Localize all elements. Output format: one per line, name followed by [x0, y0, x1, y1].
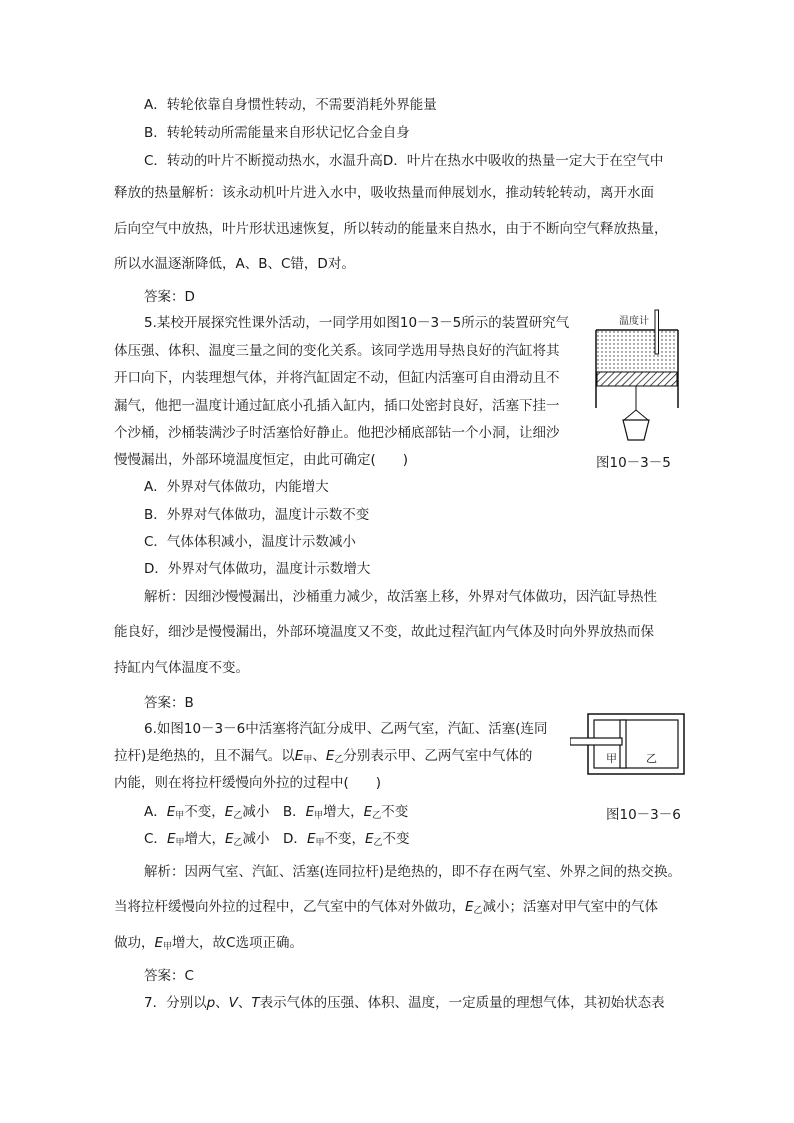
q5-option-d: D．外界对气体做功，温度计示数增大 — [144, 561, 371, 577]
q4-explanation-line3: 所以水温逐渐降低，A、B、C错，D对。 — [114, 256, 355, 272]
q6-stem-line2: 拉杆)是绝热的，且不漏气。以$E_甲$、$E_乙$分别表示甲、乙两气室中气体的 — [114, 748, 533, 765]
q5-explanation-line3: 持缸内气体温度不变。 — [114, 660, 249, 676]
q5-stem-line5: 个沙桶，沙桶装满沙子时活塞恰好静止。他把沙桶底部钻一个小洞，让细沙 — [114, 425, 560, 441]
q4-option-a: A．转轮依靠自身惯性转动，不需要消耗外界能量 — [144, 97, 437, 113]
q6-option-ab: A．$E_甲$不变，$E_乙$减小 B．$E_甲$增大，$E_乙$不变 — [144, 804, 409, 821]
q5-option-c: C．气体体积减小，温度计示数减小 — [144, 534, 356, 550]
figure-label-jia: 甲 — [606, 752, 617, 765]
piston-cylinder-figure — [570, 712, 685, 776]
q5-stem-line3: 开口向下，内装理想气体，并将汽缸固定不动，但缸内活塞可自由滑动且不 — [114, 370, 560, 386]
q4-explanation-line1: 释放的热量解析：该永动机叶片进入水中，吸收热量而伸展划水，推动转轮转动，离开水面 — [114, 185, 654, 201]
q4-option-b: B．转轮转动所需能量来自形状记忆合金自身 — [144, 125, 410, 141]
q5-option-b: B．外界对气体做功，温度计示数不变 — [144, 507, 370, 523]
q5-explanation-line2: 能良好，细沙是慢慢漏出，外部环境温度又不变，故此过程汽缸内气体及时向外界放热而保 — [114, 624, 654, 640]
q5-explanation-line1: 解析：因细沙慢慢漏出，沙桶重力减少，故活塞上移，外界对气体做功，因汽缸导热性 — [144, 589, 657, 605]
q4-explanation-line2: 后向空气中放热，叶片形状迅速恢复，所以转动的能量来自热水，由于不断向空气释放热量， — [114, 221, 668, 237]
q6-explanation-line1: 解析：因两气室、汽缸、活塞(连同拉杆)是绝热的，即不存在两气室、外界之间的热交换。 — [144, 864, 682, 880]
q5-stem-line2: 体压强、体积、温度三量之间的变化关系。该同学选用导热良好的汽缸将其 — [114, 343, 560, 359]
q6-explanation-line3: 做功，$E_甲$增大，故C选项正确。 — [114, 935, 303, 952]
q4-answer: 答案：D — [144, 289, 195, 305]
q6-stem-line3: 内能，则在将拉杆缓慢向外拉的过程中( ) — [114, 775, 382, 791]
q6-stem-line1: 6.如图10－3－6中活塞将汽缸分成甲、乙两气室，汽缸、活塞(连同 — [144, 721, 548, 737]
cylinder-thermometer-figure — [588, 306, 684, 446]
q5-stem-line4: 漏气，他把一温度计通过缸底小孔插入缸内，插口处密封良好，活塞下挂一 — [114, 398, 560, 414]
q4-option-cd: C．转动的叶片不断搅动热水，水温升高D．叶片在热水中吸收的热量一定大于在空气中 — [144, 153, 664, 169]
q7-stem-line1: 7．分别以p、V、T表示气体的压强、体积、温度，一定质量的理想气体，其初始状态表 — [144, 995, 665, 1011]
q5-option-a: A．外界对气体做功，内能增大 — [144, 479, 329, 495]
q5-stem-line1: 5.某校开展探究性课外活动，一同学用如图10－3－5所示的装置研究气 — [144, 315, 570, 331]
q6-option-cd: C．$E_甲$增大，$E_乙$减小 D．$E_甲$不变，$E_乙$不变 — [144, 831, 410, 848]
q6-answer: 答案：C — [144, 968, 194, 984]
figure-label-thermometer: 温度计 — [619, 316, 649, 327]
figure-caption-10-3-5: 图10－3－5 — [596, 455, 671, 471]
figure-label-yi: 乙 — [646, 752, 657, 765]
figure-caption-10-3-6: 图10－3－6 — [606, 807, 681, 823]
q5-stem-line6: 慢慢漏出，外部环境温度恒定，由此可确定( ) — [114, 452, 409, 468]
q5-answer: 答案：B — [144, 695, 194, 711]
q6-explanation-line2: 当将拉杆缓慢向外拉的过程中，乙气室中的气体对外做功，$E_乙$减小；活塞对甲气室中的气体 — [114, 899, 659, 916]
